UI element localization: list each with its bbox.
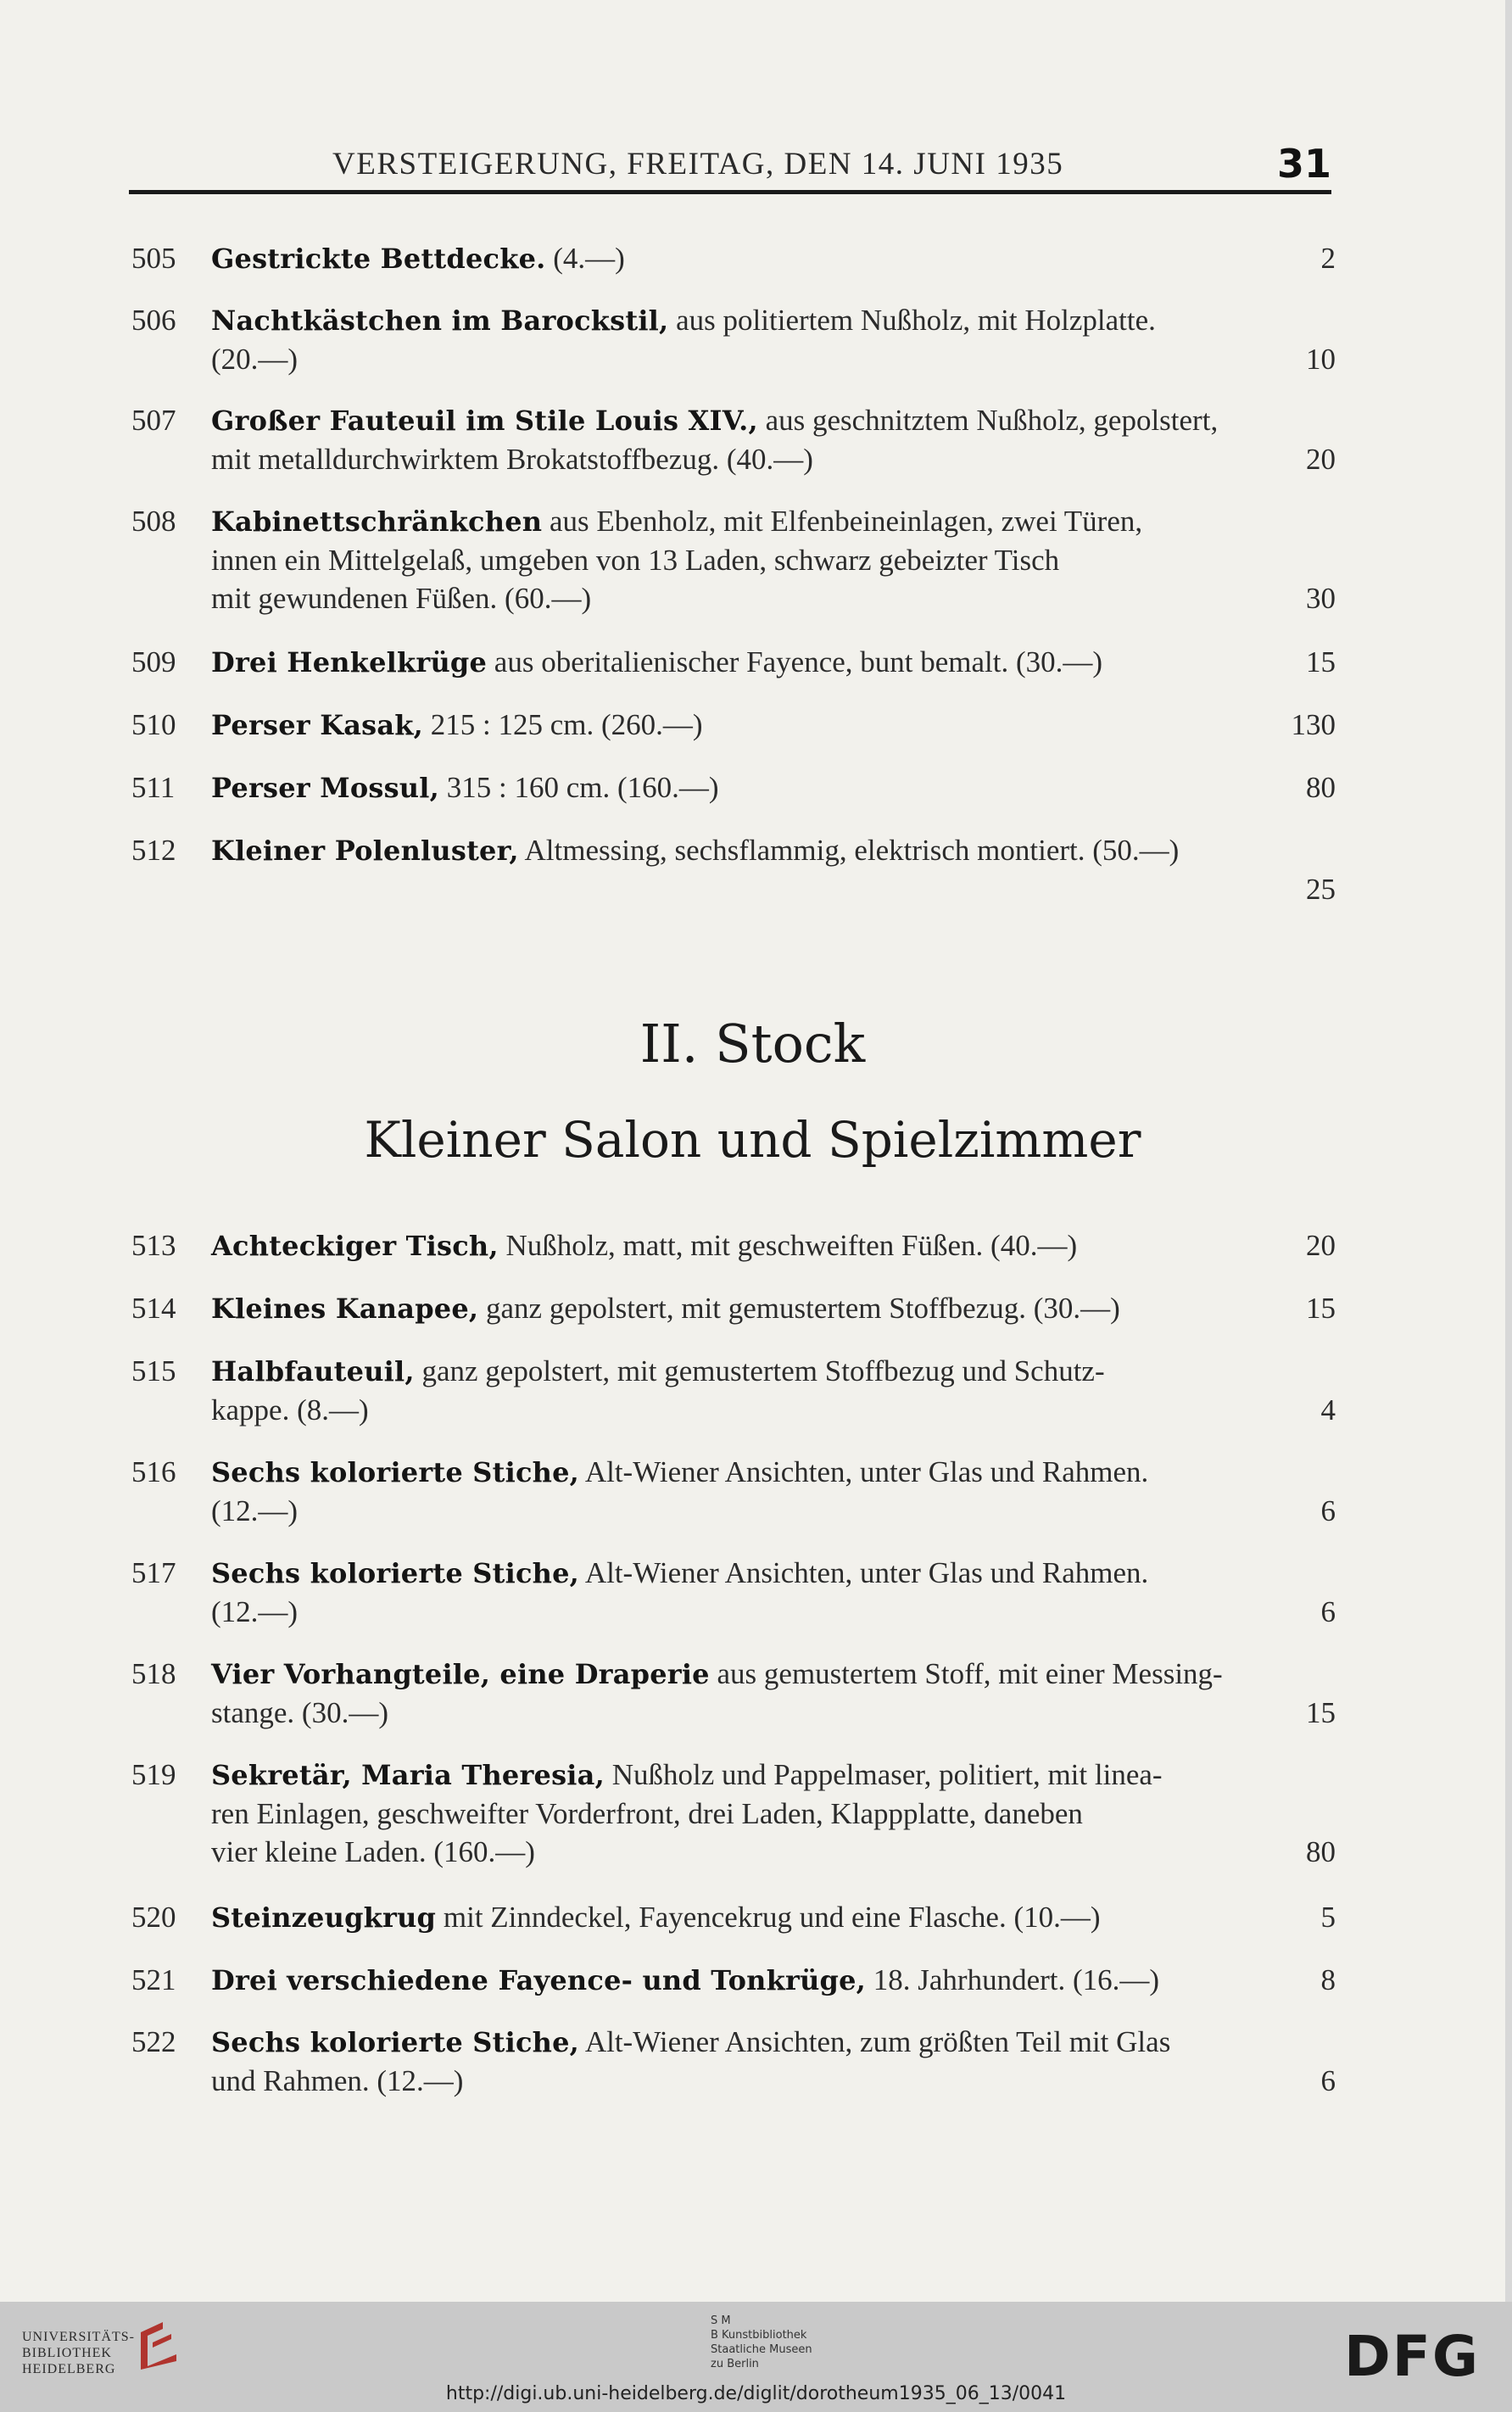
- lot-entry: [131, 239, 1336, 278]
- page-edge: [1505, 0, 1512, 2302]
- lot-description: 315 : 160 cm. (160.—): [438, 771, 719, 804]
- lot-number: 512: [131, 834, 176, 867]
- library-emblem-icon: [134, 2317, 183, 2376]
- lot-description-cont: kappe. (8.—): [211, 1393, 369, 1427]
- lot-price: 80: [1306, 771, 1336, 804]
- header-rule: [129, 190, 1331, 194]
- lot-number: 518: [131, 1657, 176, 1690]
- lot-entry: [131, 768, 1336, 807]
- library-name-line: HEIDELBERG: [22, 2362, 116, 2376]
- lot-price: 80: [1306, 1835, 1336, 1868]
- running-head: [127, 142, 1331, 193]
- lot-title: Kabinettschränkchen: [211, 505, 543, 538]
- lot-price: 25: [1306, 873, 1336, 906]
- lot-description: 18. Jahrhundert. (16.—): [866, 1963, 1160, 1996]
- smb-kunstbibliothek-logo[interactable]: [711, 2314, 812, 2371]
- lot-title: Perser Mossul,: [211, 772, 439, 804]
- lot-description: aus gemustertem Stoff, mit einer Messing-: [709, 1657, 1223, 1690]
- lot-price: 30: [1306, 582, 1336, 615]
- lot-entry: [131, 1453, 1336, 1530]
- lot-title: Großer Fauteuil im Stile Louis XIV.,: [211, 405, 758, 437]
- lot-number: 514: [131, 1292, 176, 1325]
- lot-description: aus geschnitztem Nußholz, gepolstert,: [757, 404, 1219, 437]
- lot-price: 2: [1320, 242, 1336, 275]
- lot-title: Halbfauteuil,: [211, 1355, 415, 1387]
- lot-price: 5: [1320, 1901, 1336, 1934]
- lot-price: 130: [1291, 708, 1336, 741]
- lot-description: ganz gepolstert, mit gemustertem Stoffbezug. (30.—): [478, 1292, 1120, 1325]
- lot-description-cont: (20.—): [211, 343, 298, 376]
- lot-description: Nußholz und Pappelmaser, politiert, mit linea-: [604, 1758, 1163, 1791]
- lot-entry: [131, 1756, 1336, 1871]
- lot-title: Sekretär, Maria Theresia,: [211, 1759, 605, 1791]
- lot-title: Nachtkästchen im Barockstil,: [211, 304, 669, 337]
- library-name-line: BIBLIOTHEK: [22, 2346, 112, 2360]
- lot-price: 6: [1320, 2064, 1336, 2097]
- lot-entry: [131, 401, 1336, 478]
- sm-line: B Kunstbibliothek: [711, 2329, 807, 2342]
- room-heading: Kleiner Salon und Spielzimmer: [364, 1111, 1141, 1169]
- permalink-url[interactable]: http://digi.ub.uni-heidelberg.de/diglit/dorotheum1935_06_13/0041: [445, 2383, 1067, 2404]
- lot-description: Altmessing, sechsflammig, elektrisch montiert. (50.—): [518, 834, 1180, 867]
- lot-number: 511: [131, 771, 176, 804]
- library-name-line: UNIVERSITÄTS-: [22, 2330, 135, 2344]
- sm-line: Staatliche Museen: [711, 2343, 812, 2356]
- lot-number: 505: [131, 242, 176, 275]
- lot-description-cont: mit metalldurchwirktem Brokatstoffbezug. (40.—): [211, 443, 813, 476]
- lot-title: Perser Kasak,: [211, 709, 424, 741]
- lot-description: aus oberitalienischer Fayence, bunt bemalt. (30.—): [487, 645, 1103, 678]
- lot-description: Alt-Wiener Ansichten, unter Glas und Rahmen.: [579, 1455, 1149, 1488]
- lot-description-cont: (12.—): [211, 1595, 298, 1628]
- lot-description-cont: ren Einlagen, geschweifter Vorderfront, drei Laden, Klappplatte, daneben: [211, 1797, 1083, 1830]
- lot-number: 513: [131, 1229, 176, 1262]
- lot-number: 509: [131, 645, 176, 678]
- lot-number: 522: [131, 2025, 176, 2058]
- lot-price: 6: [1320, 1595, 1336, 1628]
- lot-price: 4: [1320, 1393, 1336, 1427]
- lot-title: Sechs kolorierte Stiche,: [211, 1456, 580, 1488]
- lot-title: Achteckiger Tisch,: [211, 1230, 499, 1262]
- lot-number: 520: [131, 1901, 176, 1934]
- lot-title: Sechs kolorierte Stiche,: [211, 1557, 580, 1589]
- lot-description: Alt-Wiener Ansichten, zum größten Teil mit Glas: [579, 2025, 1171, 2058]
- lot-description: Alt-Wiener Ansichten, unter Glas und Rahmen.: [579, 1556, 1149, 1589]
- lot-title: Kleines Kanapee,: [211, 1293, 479, 1325]
- lot-entry: [131, 1289, 1336, 1328]
- sm-line: zu Berlin: [711, 2358, 759, 2370]
- lot-number: 508: [131, 505, 176, 538]
- lot-title: Drei Henkelkrüge: [211, 646, 488, 678]
- lot-entry: [131, 301, 1336, 378]
- lot-number: 519: [131, 1758, 176, 1791]
- lot-number: 510: [131, 708, 176, 741]
- lot-number: 506: [131, 304, 176, 337]
- dfg-logo[interactable]: DFG: [1344, 2324, 1481, 2389]
- lot-description-cont: innen ein Mittelgelaß, umgeben von 13 Laden, schwarz gebeizter Tisch: [211, 544, 1060, 577]
- lot-number: 517: [131, 1556, 176, 1589]
- lot-title: Steinzeugkrug: [211, 1901, 437, 1934]
- university-library-logo[interactable]: [22, 2329, 135, 2377]
- lot-price: 20: [1306, 1229, 1336, 1262]
- lot-description: ganz gepolstert, mit gemustertem Stoffbezug und Schutz-: [414, 1354, 1105, 1387]
- running-title: VERSTEIGERUNG, FREITAG, DEN 14. JUNI 1935: [332, 147, 1064, 181]
- lot-title: Kleiner Polenluster,: [211, 835, 519, 867]
- lot-entry: [131, 1554, 1336, 1631]
- page-number: 31: [1276, 141, 1331, 187]
- lot-price: 15: [1306, 1292, 1336, 1325]
- lot-entry: [131, 1655, 1336, 1732]
- lot-title: Drei verschiedene Fayence- und Tonkrüge,: [211, 1964, 867, 1996]
- lot-number: 507: [131, 404, 176, 437]
- lot-entry: [131, 1898, 1336, 1937]
- lot-number: 516: [131, 1455, 176, 1488]
- lot-price: 10: [1306, 343, 1336, 376]
- lot-description: aus politiertem Nußholz, mit Holzplatte.: [668, 304, 1156, 337]
- lot-price: 6: [1320, 1494, 1336, 1527]
- lot-entry: [131, 1226, 1336, 1265]
- lot-description-cont: stange. (30.—): [211, 1696, 388, 1729]
- lot-entry: [131, 2023, 1336, 2100]
- lot-entry: [131, 643, 1336, 682]
- lot-description-cont: und Rahmen. (12.—): [211, 2064, 464, 2097]
- lot-title: Vier Vorhangteile, eine Draperie: [211, 1658, 710, 1690]
- lot-title: Sechs kolorierte Stiche,: [211, 2026, 580, 2058]
- lot-description: Nußholz, matt, mit geschweiften Füßen. (40.—): [498, 1229, 1078, 1262]
- lot-number: 515: [131, 1354, 176, 1387]
- lot-price: 15: [1306, 1696, 1336, 1729]
- lot-price: 8: [1320, 1963, 1336, 1996]
- lot-entry: [131, 706, 1336, 745]
- lot-price: 20: [1306, 443, 1336, 476]
- lot-title: Gestrickte Bettdecke.: [211, 243, 546, 275]
- lot-entry: [131, 1352, 1336, 1429]
- lot-number: 521: [131, 1963, 176, 1996]
- sm-line: S M: [711, 2314, 731, 2327]
- lot-description-cont: vier kleine Laden. (160.—): [211, 1835, 535, 1868]
- lot-description-cont: (12.—): [211, 1494, 298, 1527]
- lot-description-cont: mit gewundenen Füßen. (60.—): [211, 582, 592, 615]
- lot-description: (4.—): [545, 242, 625, 275]
- floor-heading: II. Stock: [639, 1013, 866, 1075]
- lot-entry: [131, 1961, 1336, 2000]
- lot-description: mit Zinndeckel, Fayencekrug und eine Flasche. (10.—): [436, 1901, 1101, 1934]
- lot-entry: [131, 831, 1336, 908]
- lot-entry: [131, 502, 1336, 617]
- lot-description: 215 : 125 cm. (260.—): [423, 708, 703, 741]
- lot-description: aus Ebenholz, mit Elfenbeineinlagen, zwei Türen,: [542, 505, 1143, 538]
- lot-price: 15: [1306, 645, 1336, 678]
